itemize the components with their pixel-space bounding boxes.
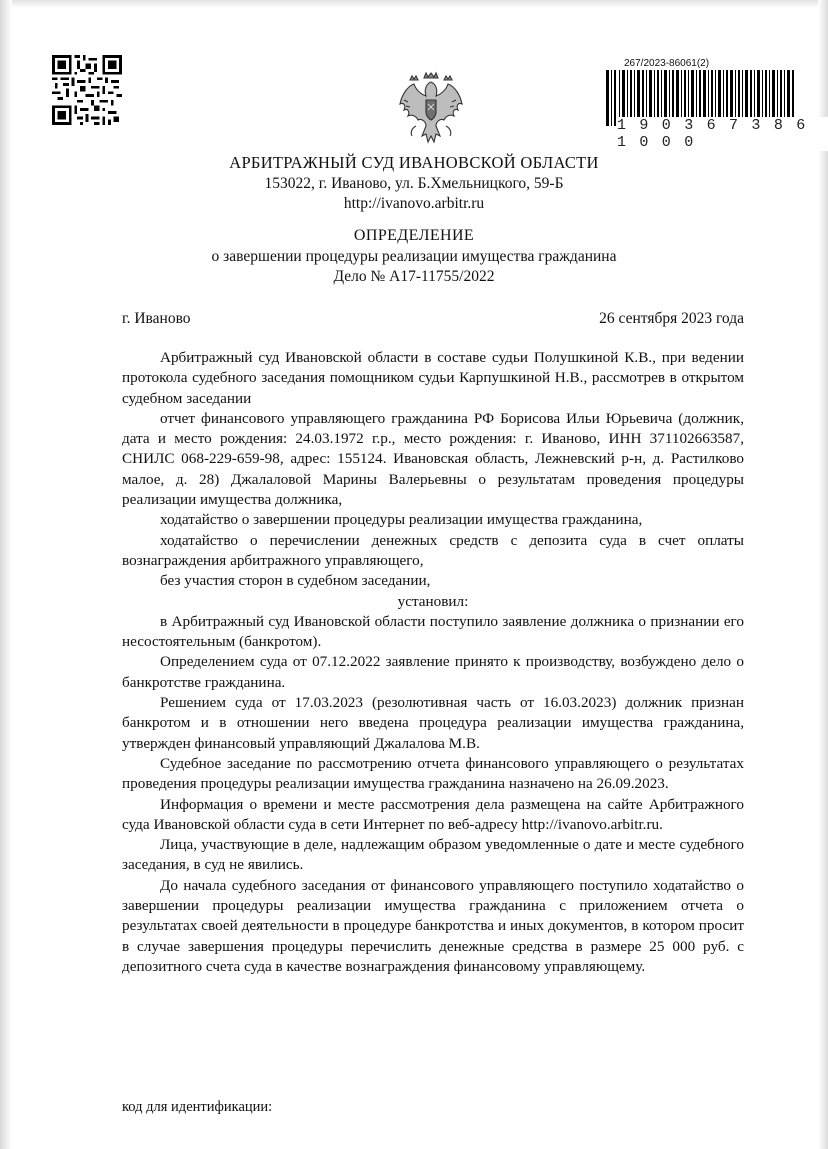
paragraph: ходатайство о завершении процедуры реализации имущества гражданина, xyxy=(160,511,643,529)
paragraph: Лица, участвующие в деле, надлежащим образом уведомленные о дате и месте судебного заседания, в суд не явились. xyxy=(122,836,744,874)
document-body xyxy=(122,348,744,977)
document-date: 26 сентября 2023 года xyxy=(599,310,744,327)
paragraph: Судебное заседание по рассмотрению отчета финансового управляющего о результатах проведения процедуры реализации имущества гражданина назначено на 26.09.2023. xyxy=(122,754,744,793)
case-tag: 267/2023-86061(2) xyxy=(624,58,710,69)
paragraph: До начала судебного заседания от финансового управляющего поступило ходатайство о завершении процедуры реализации имущества гражданина с приложением отчета о результатах своей деятельности в процедуре банкротства и иных документов, в котором просит в случае завершения процедуры перечислить денежные средства в размере 25 000 руб. с депозитного счета суда в качестве вознаграждения финансовому управляющему. xyxy=(122,876,744,975)
paragraph: ходатайство о перечислении денежных средств с депозита суда в счет оплаты вознаграждения арбитражного управляющего, xyxy=(122,531,744,569)
ruling-heading: установил: xyxy=(397,592,469,610)
id-code-label: код для идентификации: xyxy=(122,1099,273,1115)
paragraph: в Арбитражный суд Ивановской области поступило заявление должника о признании его несостоятельным (банкротом). xyxy=(122,612,744,651)
paragraph: отчет финансового управляющего гражданина РФ Борисова Ильи Юрьевича (должник, дата и место рождения: 24.03.1972 г.р., место рождения: г. Иваново, ИНН 371102663587, СНИЛС 068-229-659-98, адрес: 155124. Ивановская область, Лежневский р-н, д. Растилково малое, д. 28) Джалаловой Марины Валерьевны о результатам проведения процедуры реализации имущества должника, xyxy=(122,409,744,509)
page-edge-top xyxy=(0,0,828,8)
paragraph: без участия сторон в судебном заседании, xyxy=(160,572,431,590)
russian-coat-of-arms-icon xyxy=(396,70,466,148)
court-name: АРБИТРАЖНЫЙ СУД ИВАНОВСКОЙ ОБЛАСТИ xyxy=(229,153,599,172)
paragraph: Решением суда от 17.03.2023 (резолютивная часть от 16.03.2023) должник признан банкротом и в отношении него введена процедура реализации имущества гражданина, утвержден финансовый управляющий Джалалова М.В. xyxy=(122,694,744,752)
paragraph: Информация о времени и месте рассмотрения дела размещена на сайте Арбитражного суда Ивановской области суда в сети Интернет по веб-адресу http://ivanovo.arbitr.ru. xyxy=(122,795,744,833)
paragraph: Определением суда от 07.12.2022 заявление принято к производству, возбуждено дело о банкротстве гражданина. xyxy=(122,653,744,691)
document-city: г. Иваново xyxy=(122,310,191,327)
paragraph: Арбитражный суд Ивановской области в составе судьи Полушкиной К.В., при ведении протокола судебного заседания помощником судьи Карпушкиной Н.В., рассмотрев в открытом судебном заседании xyxy=(122,349,744,407)
court-site-link[interactable]: http://ivanovo.arbitr.ru xyxy=(343,195,485,212)
court-address: 153022, г. Иваново, ул. Б.Хмельницкого, 59-Б xyxy=(264,175,564,192)
case-number: Дело № А17-11755/2022 xyxy=(333,268,495,285)
qr-code-icon xyxy=(52,55,122,125)
barcode-number: 1 9 0 3 6 7 3 8 6 1 0 0 0 xyxy=(616,117,828,151)
document-type: ОПРЕДЕЛЕНИЕ xyxy=(353,227,475,244)
document-subject: о завершении процедуры реализации имущества гражданина xyxy=(211,248,617,265)
